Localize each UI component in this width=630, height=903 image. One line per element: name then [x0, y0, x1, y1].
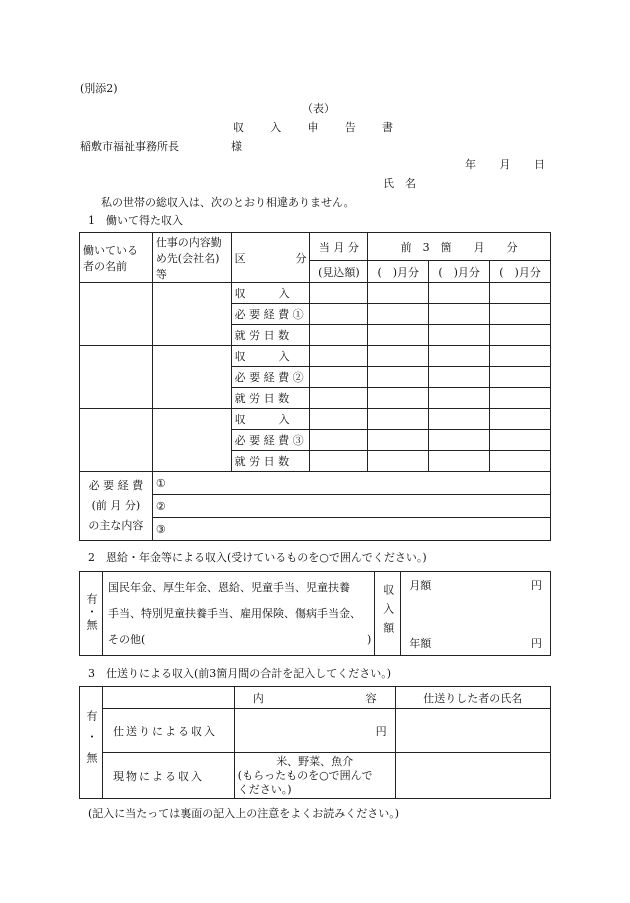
pension-yes-no[interactable]: 有・無 — [80, 572, 103, 656]
job-cell[interactable] — [152, 283, 231, 346]
expense-detail-1[interactable]: ① — [152, 472, 550, 495]
section3-title: 3 仕送りによる収入(前3箇月間の合計を記入してください。) — [88, 667, 392, 680]
form-title: 収 入 申 告 書 — [233, 121, 393, 134]
row-label-income: 収 入 — [231, 283, 310, 304]
input-cell[interactable] — [310, 346, 368, 367]
pension-types[interactable]: 国民年金、厚生年金、恩給、児童手当、児童扶養 手当、特別児童扶養手当、雇用保険、傷病手当金、 その他( ) — [103, 572, 375, 656]
estimate-header: (見込額) — [310, 261, 368, 283]
input-cell[interactable] — [310, 367, 368, 388]
remittance-income-label: 仕送りによる収入 — [103, 709, 235, 753]
input-cell[interactable] — [310, 325, 368, 346]
worker-name-cell[interactable] — [80, 346, 153, 409]
input-cell[interactable] — [368, 388, 429, 409]
input-cell[interactable] — [429, 430, 490, 451]
in-kind-income-label: 現物による収入 — [103, 753, 235, 799]
sender-name-cell[interactable] — [395, 709, 550, 753]
declaration-text: 私の世帯の総収入は、次のとおり相違ありません。 — [101, 196, 355, 209]
row-label-expenses: 必 要 経 費 ① — [231, 304, 310, 325]
expense-details-label: 必 要 経 費 (前 月 分) の主な内容 — [80, 472, 153, 541]
section1-title: 1 働いて得た収入 — [88, 214, 183, 227]
kubun-header: 区 分 — [231, 233, 310, 283]
current-month-header: 当 月 分 — [310, 233, 368, 261]
input-cell[interactable] — [429, 388, 490, 409]
pension-amount-label: 収入額 — [375, 572, 401, 656]
input-cell[interactable] — [368, 409, 429, 430]
input-cell[interactable] — [429, 367, 490, 388]
input-cell[interactable] — [429, 325, 490, 346]
input-cell[interactable] — [368, 304, 429, 325]
remittance-amount[interactable]: 円 — [234, 709, 395, 753]
input-cell[interactable] — [310, 304, 368, 325]
input-cell[interactable] — [310, 283, 368, 304]
worker-name-header: 働いている者の名前 — [80, 233, 153, 283]
pension-amount[interactable]: 月額 円 年額 円 — [401, 572, 551, 656]
attachment-label: (別添2) — [80, 82, 118, 95]
remittance-yes-no[interactable]: 有・無 — [80, 687, 103, 799]
input-cell[interactable] — [429, 304, 490, 325]
input-cell[interactable] — [429, 283, 490, 304]
input-cell[interactable] — [490, 283, 551, 304]
footer-note: (記入に当たっては裏面の記入上の注意をよくお読みください。) — [88, 807, 400, 820]
date-fields[interactable]: 年 月 日 — [465, 158, 545, 171]
input-cell[interactable] — [310, 430, 368, 451]
expense-detail-3[interactable]: ③ — [152, 518, 550, 541]
input-cell[interactable] — [368, 430, 429, 451]
input-cell[interactable] — [490, 346, 551, 367]
month-col-1[interactable]: ( )月分 — [368, 261, 429, 283]
addressee: 稲敷市福祉事務所長 — [80, 140, 179, 153]
row-label-expenses: 必 要 経 費 ③ — [231, 430, 310, 451]
sender-name-cell[interactable] — [395, 753, 550, 799]
row-label-income: 収 入 — [231, 409, 310, 430]
input-cell[interactable] — [490, 325, 551, 346]
section2-title: 2 恩給・年金等による収入(受けているものを○で囲んでください。) — [88, 551, 427, 564]
input-cell[interactable] — [490, 388, 551, 409]
applicant-name-field[interactable]: 氏 名 — [383, 177, 416, 190]
worker-name-cell[interactable] — [80, 409, 153, 472]
in-kind-items[interactable]: 米、野菜、魚介 (もらったものを○で囲んで ください。) — [234, 753, 395, 799]
input-cell[interactable] — [368, 283, 429, 304]
job-header: 仕事の内容勤め先(会社名)等 — [152, 233, 231, 283]
empty-header-cell — [103, 687, 235, 709]
row-label-expenses: 必 要 経 費 ② — [231, 367, 310, 388]
form-side-label: （表） — [302, 102, 335, 115]
prev-3-months-header: 前 3 箇 月 分 — [368, 233, 551, 261]
row-label-workdays: 就 労 日 数 — [231, 451, 310, 472]
content-header: 内 容 — [234, 687, 395, 709]
earned-income-table — [79, 232, 551, 541]
input-cell[interactable] — [310, 388, 368, 409]
input-cell[interactable] — [429, 451, 490, 472]
honorific: 様 — [231, 140, 242, 153]
row-label-workdays: 就 労 日 数 — [231, 388, 310, 409]
input-cell[interactable] — [368, 451, 429, 472]
row-label-income: 収 入 — [231, 346, 310, 367]
row-label-workdays: 就 労 日 数 — [231, 325, 310, 346]
sender-name-header: 仕送りした者の氏名 — [395, 687, 550, 709]
input-cell[interactable] — [368, 346, 429, 367]
month-col-3[interactable]: ( )月分 — [490, 261, 551, 283]
input-cell[interactable] — [310, 409, 368, 430]
input-cell[interactable] — [490, 409, 551, 430]
input-cell[interactable] — [490, 367, 551, 388]
input-cell[interactable] — [429, 346, 490, 367]
job-cell[interactable] — [152, 409, 231, 472]
remittance-table — [79, 686, 551, 799]
worker-name-cell[interactable] — [80, 283, 153, 346]
month-col-2[interactable]: ( )月分 — [429, 261, 490, 283]
input-cell[interactable] — [490, 430, 551, 451]
input-cell[interactable] — [490, 304, 551, 325]
input-cell[interactable] — [490, 451, 551, 472]
pension-table — [79, 571, 551, 656]
input-cell[interactable] — [368, 367, 429, 388]
input-cell[interactable] — [310, 451, 368, 472]
input-cell[interactable] — [368, 325, 429, 346]
input-cell[interactable] — [429, 409, 490, 430]
job-cell[interactable] — [152, 346, 231, 409]
expense-detail-2[interactable]: ② — [152, 495, 550, 518]
